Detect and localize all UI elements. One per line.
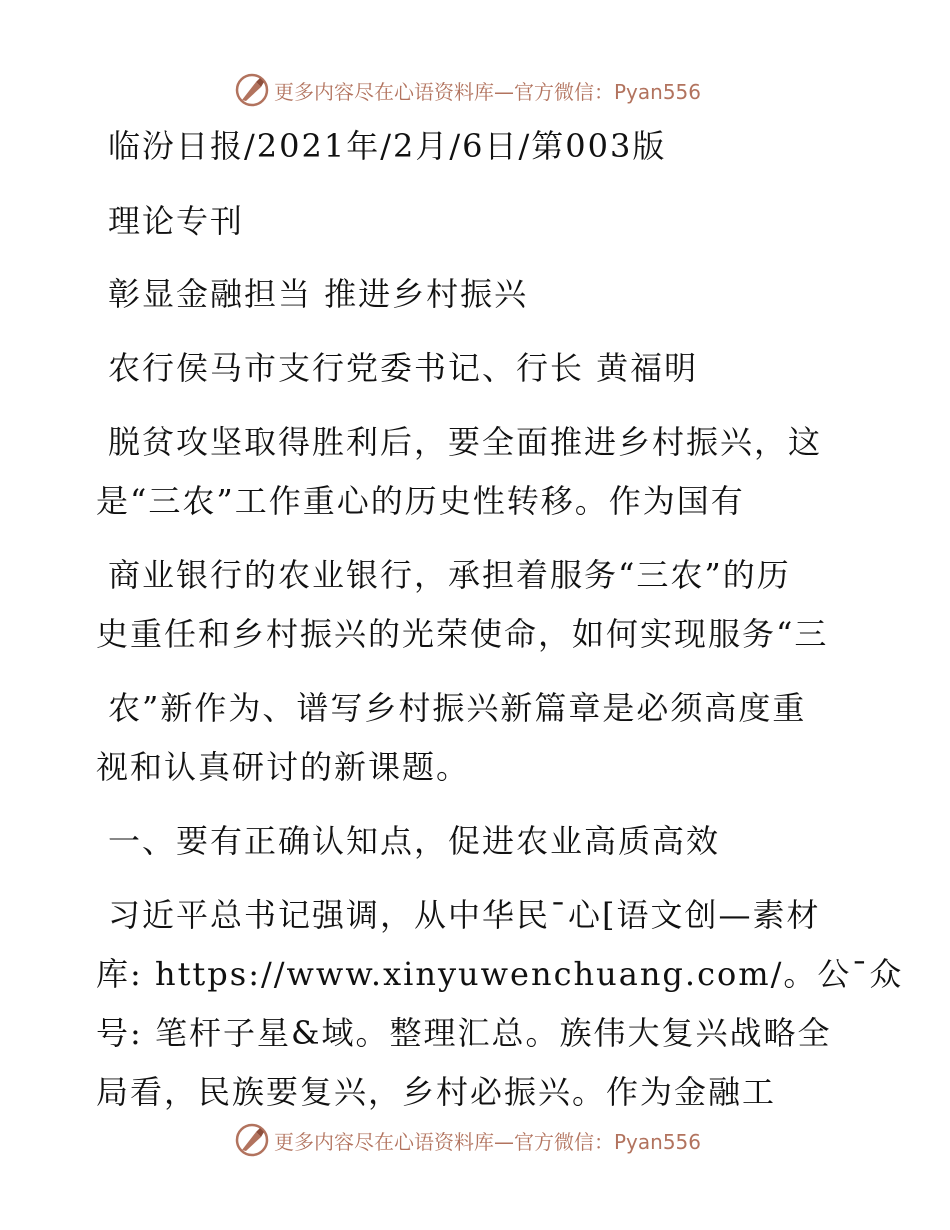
body-line: 农”新作为、谱写乡村振兴新篇章是必须高度重	[108, 689, 807, 727]
column-name: 理论专刊	[108, 202, 245, 240]
watermark-banner-top	[234, 70, 701, 110]
body-line: 库: https://www.xinyuwenchuang.com/。公¯众	[96, 955, 904, 993]
article-meta: 临汾日报/2021年/2月/6日/第003版	[108, 127, 667, 165]
pen-nib-logo-icon	[234, 1122, 270, 1158]
body-line: 商业银行的农业银行，承担着服务“三农”的历	[108, 556, 791, 594]
watermark-text: 更多内容尽在心语资料库—官方微信：Pyan556	[274, 1129, 702, 1154]
watermark-text: 更多内容尽在心语资料库—官方微信：Pyan556	[274, 79, 702, 104]
body-line: 视和认真研讨的新课题。	[96, 748, 471, 786]
body-line: 史重任和乡村振兴的光荣使命，如何实现服务“三	[96, 615, 829, 653]
body-line: 局看，民族要复兴，乡村必振兴。作为金融工	[96, 1073, 777, 1111]
body-line: 习近平总书记强调，从中华民¯心[语文创—素材	[108, 896, 821, 934]
article-title: 彰显金融担当 推进乡村振兴	[108, 275, 529, 313]
body-line: 号: 笔杆子星&域。整理汇总。族伟大复兴战略全	[96, 1014, 832, 1052]
article-author: 农行侯马市支行党委书记、行长 黄福明	[108, 349, 699, 387]
body-line: 是“三农”工作重心的历史性转移。作为国有	[96, 482, 745, 520]
watermark-banner-bottom	[234, 1120, 701, 1160]
pen-nib-logo-icon	[234, 72, 270, 108]
body-line: 脱贫攻坚取得胜利后，要全面推进乡村振兴，这	[108, 423, 823, 461]
section-heading: 一、要有正确认知点，促进农业高质高效	[108, 822, 721, 860]
